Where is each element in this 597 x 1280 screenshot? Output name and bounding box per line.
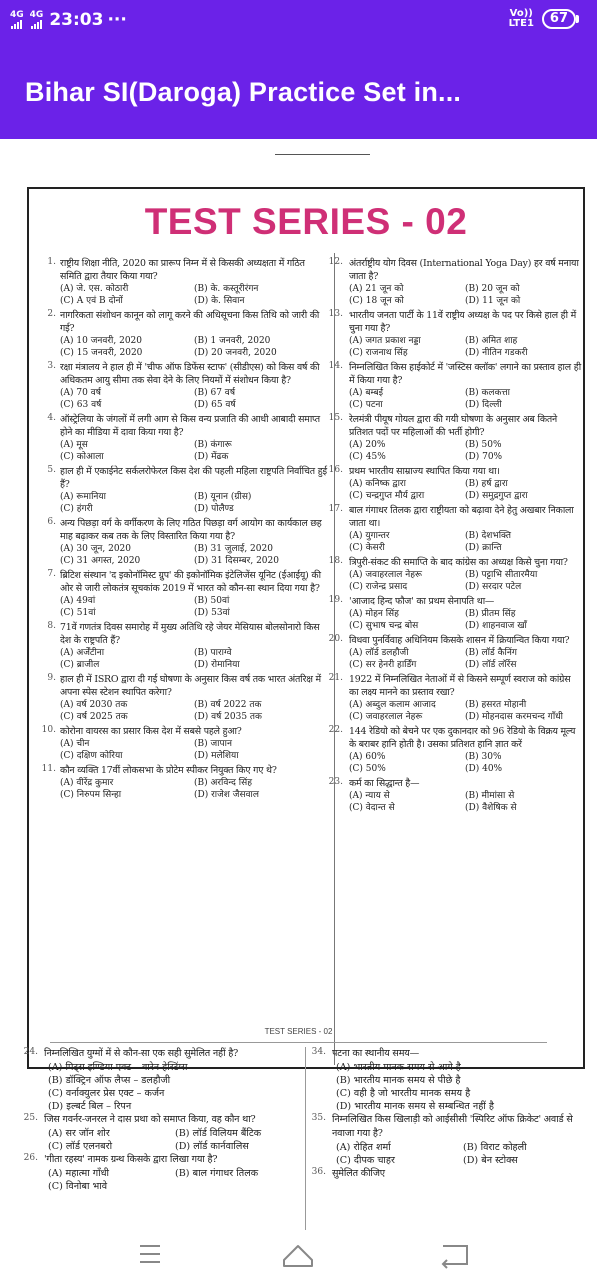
option-text: (C) वही है जो भारतीय मानक समय है	[336, 1088, 471, 1099]
option-text: (D) भारतीय मानक समय से सम्बन्धित नहीं है	[336, 1101, 494, 1112]
question-number: 3.	[47, 361, 56, 371]
question-options	[60, 699, 328, 723]
option-text: (B) मीमांसा से	[465, 791, 515, 801]
test-page-frame	[27, 187, 585, 1069]
question-options	[48, 1127, 302, 1153]
question-number: 16.	[328, 465, 343, 475]
option-text: (A) 60%	[349, 752, 386, 762]
right-question-column	[315, 257, 581, 816]
option-text: (D) मेंढक	[194, 452, 229, 462]
option-text: (A) बम्बई	[349, 388, 384, 398]
question-number: 34.	[311, 1047, 326, 1057]
option-text: (D) दिल्ली	[465, 400, 502, 410]
battery-level: 67	[542, 9, 576, 29]
question-number: 7.	[47, 569, 56, 579]
option-text: (A) जवाहरलाल नेहरू	[349, 570, 423, 580]
question-number: 5.	[47, 465, 56, 475]
option-text: (D) मोहनदास करमचन्द गाँधी	[465, 712, 564, 722]
next-page-right-column	[300, 1047, 590, 1181]
question-text: रक्षा मंत्रालय ने हाल ही में 'चीफ ऑफ डिफेंस स्टाफ' (सीडीएस) को किस वर्ष की अधिकतम आयु सीमा तक सेवा देने के लिए नियमों में संशोधन किया है?	[60, 362, 320, 386]
option-text: (B) देशभक्ति	[465, 531, 512, 541]
question-item	[32, 309, 328, 359]
option-text: (C) केसरी	[349, 543, 385, 553]
app-title: Bihar SI(Daroga) Practice Set in...	[25, 77, 462, 107]
menu-icon[interactable]	[120, 1230, 180, 1280]
page-header-rule	[275, 154, 370, 155]
question-text: 'आजाद हिन्द फौज' का प्रथम सेनापति था—	[349, 596, 495, 607]
question-item	[32, 257, 328, 307]
question-number: 17.	[328, 504, 343, 514]
question-options	[349, 751, 581, 775]
question-number: 11.	[41, 764, 56, 774]
question-number: 8.	[47, 621, 56, 631]
option-text: (D) रोमानिया	[194, 660, 240, 670]
question-options	[349, 647, 581, 671]
question-item	[300, 1167, 590, 1181]
question-text: निम्नलिखित किस खिलाड़ी को आईसीसी 'स्पिरिट ऑफ क्रिकेट' अवार्ड से नवाजा गया है?	[332, 1114, 573, 1139]
question-item	[315, 725, 581, 775]
question-options	[60, 777, 328, 801]
question-text: अन्य पिछड़ा वर्ग के वर्गीकरण के लिए गठित पिछड़ा वर्ग आयोग का कार्यकाल छह माह बढ़ाकर कब तक के लिए विस्तारित किया गया है?	[60, 518, 322, 542]
question-text: नागरिकता संशोधन कानून को लागू करने की अधिसूचना किस तिथि को जारी की गई?	[60, 310, 320, 334]
option-text: (A) अर्जेंटीना	[60, 648, 105, 658]
volte-top: Vo))	[509, 8, 533, 19]
option-text: (C) पटना	[349, 400, 383, 410]
question-number: 25.	[23, 1113, 38, 1123]
option-text: (A) मोहन सिंह	[349, 609, 399, 619]
option-text: (B) डॉक्ट्रिन ऑफ लैप्स – डलहौजी	[48, 1075, 171, 1086]
question-text: 'गीता रहस्य' नामक ग्रन्थ किसके द्वारा लिखा गया है?	[44, 1154, 218, 1165]
question-number: 2.	[47, 309, 56, 319]
option-text: (B) हसरत मोहानी	[465, 700, 527, 710]
question-text: सुमेलित कीजिए	[332, 1168, 385, 1179]
option-text: (A) सर जॉन शोर	[48, 1128, 110, 1139]
option-text: (D) 65 वर्ष	[194, 400, 236, 410]
option-text: (C) ब्राजील	[60, 660, 100, 670]
option-text: (D) 40%	[465, 764, 503, 774]
sim1-signal-icon	[10, 11, 24, 29]
question-number: 21.	[328, 673, 343, 683]
option-text: (B) 50%	[465, 440, 502, 450]
question-item	[32, 517, 328, 567]
option-text: (B) विराट कोहली	[463, 1142, 527, 1153]
question-text: हाल ही में ISRO द्वारा दी गई घोषणा के अनुसार किस वर्ष तक भारत अंतरिक्ष में अपना स्पेस स्टेशन स्थापित करेगा?	[60, 674, 321, 698]
option-text: (C) राजनाथ सिंह	[349, 348, 408, 358]
question-text: भारतीय जनता पार्टी के 11वें राष्ट्रीय अध्यक्ष के पद पर किसे हाल ही में चुना गया है?	[349, 310, 577, 334]
option-text: (D) क्रान्ति	[465, 543, 502, 553]
question-item	[32, 465, 328, 515]
option-text: (B) हर्ष द्वारा	[465, 479, 508, 489]
question-item	[315, 361, 581, 411]
option-text: (D) पोलैण्ड	[194, 504, 234, 514]
option-text: (C) 31 अगस्त, 2020	[60, 556, 141, 566]
question-number: 12.	[328, 257, 343, 267]
option-text: (B) 30%	[465, 752, 502, 762]
question-options	[60, 491, 328, 515]
option-text: (B) कलकत्ता	[465, 388, 510, 398]
option-text: (D) वैशेषिक से	[465, 803, 517, 813]
option-text: (C) 63 वर्ष	[60, 400, 102, 410]
option-text: (C) 51वां	[60, 608, 96, 618]
question-text: रेलमंत्री पीयूष गोयल द्वारा की गयी घोषणा के अनुसार अब कितने प्रतिशत पदों पर महिलाओं की भर्ती होगी?	[349, 414, 558, 438]
question-options	[349, 608, 581, 632]
option-text: (A) महात्मा गाँधी	[48, 1168, 110, 1179]
question-text: ब्रिटिश संस्थान 'द इकोनॉमिस्ट ग्रुप' की इकोनॉमिक इंटेलिजेंस यूनिट (ईआईयू) की ओर से जारी लोकतंत्र सूचकांक 2019 में भारत को कौन-सा स्थान दिया गया है?	[60, 570, 321, 594]
question-item	[32, 725, 328, 762]
question-options	[60, 738, 328, 762]
option-text: (C) सुभाष चन्द्र बोस	[349, 621, 419, 631]
question-options	[60, 387, 328, 411]
option-text: (C) जवाहरलाल नेहरू	[349, 712, 423, 722]
option-text: (A) रूमानिया	[60, 492, 106, 502]
option-text: (A) रोहित शर्मा	[336, 1142, 391, 1153]
question-text: कोरोना वायरस का प्रसार किस देश में सबसे पहले हुआ?	[60, 726, 242, 737]
question-options	[349, 790, 581, 814]
option-text: (C) लॉर्ड एलनबरो	[48, 1141, 113, 1152]
option-text: (B) भारतीय मानक समय से पीछे है	[336, 1075, 461, 1086]
question-text: पटना का स्थानीय समय—	[332, 1048, 420, 1059]
question-options	[349, 699, 581, 723]
option-text: (B) 31 जुलाई, 2020	[194, 544, 273, 554]
option-text: (B) अमित शाह	[465, 336, 518, 346]
question-text: जिस गवर्नर-जनरल ने दास प्रथा को समाप्त किया, वह कौन था?	[44, 1114, 256, 1125]
option-text: (C) सर हेनरी हार्डिंग	[349, 660, 417, 670]
option-text: (C) 15 जनवरी, 2020	[60, 348, 143, 358]
option-text: (A) वीरेंद्र कुमार	[60, 778, 114, 788]
question-number: 26.	[23, 1153, 38, 1163]
option-text: (A) चीन	[60, 739, 90, 749]
question-text: त्रिपुरी-संकट की समाप्ति के बाद कांग्रेस का अध्यक्ष किसे चुना गया?	[349, 557, 568, 568]
option-text: (C) विनोबा भावे	[48, 1181, 108, 1192]
next-page	[0, 1043, 597, 1230]
option-text: (D) मलेशिया	[194, 751, 239, 761]
option-text: (A) लॉर्ड डलहौजी	[349, 648, 409, 658]
question-item	[300, 1113, 590, 1167]
status-left	[10, 10, 127, 30]
option-text	[175, 1180, 302, 1193]
option-text: (A) जगत प्रकाश नड्डा	[349, 336, 421, 346]
question-item	[12, 1153, 302, 1193]
option-text: (A) 20%	[349, 440, 386, 450]
question-number: 35.	[311, 1113, 326, 1123]
question-item	[315, 413, 581, 463]
option-text: (B) कंगारू	[194, 440, 232, 450]
status-bar	[0, 0, 597, 42]
app-bar	[0, 42, 597, 139]
option-text: (A) 21 जून को	[349, 284, 404, 294]
option-text: (C) वेदान्त से	[349, 803, 395, 813]
question-options	[60, 283, 328, 307]
question-text: प्रथम भारतीय साम्राज्य स्थापित किया गया था।	[349, 466, 500, 477]
question-item	[300, 1047, 590, 1113]
option-text: (C) 45%	[349, 452, 386, 462]
question-text: हाल ही में एकाईनेट सर्कलरोफेरल किस देश की पहली महिला राष्ट्रपति निर्वाचित हुई हैं?	[60, 466, 327, 490]
option-text: (C) A एवं B दोनों	[60, 296, 123, 306]
question-text: निम्नलिखित युग्मों में से कौन-सा एक सही सुमेलित नहीं है?	[44, 1048, 239, 1059]
option-text: (D) के. सिवान	[194, 296, 245, 306]
question-options	[349, 530, 581, 554]
option-text: (C) वर्नाक्युलर प्रेस एक्ट – कर्जन	[48, 1088, 165, 1099]
question-item	[32, 621, 328, 671]
option-text: (B) 20 जून को	[465, 284, 520, 294]
test-series-title: TEST SERIES - 02	[144, 201, 468, 242]
question-options	[336, 1141, 590, 1167]
option-text: (C) दीपक चाहर	[336, 1155, 395, 1166]
question-options	[60, 335, 328, 359]
question-text: विधवा पुनर्विवाह अधिनियम किसके शासन में क्रियान्वित किया गया?	[349, 635, 570, 646]
question-number: 19.	[328, 595, 343, 605]
sim1-label: 4G	[10, 10, 24, 20]
option-text: (B) लॉर्ड कैनिंग	[465, 648, 517, 658]
clock: 23:03	[49, 10, 104, 30]
navigation-bar	[0, 1230, 597, 1280]
option-text: (D) समुद्रगुप्त द्वारा	[465, 491, 528, 501]
question-number: 9.	[47, 673, 56, 683]
option-text: (A) वर्ष 2030 तक	[60, 700, 128, 710]
option-text: (B) लॉर्ड विलियम बैंटिक	[175, 1128, 262, 1139]
option-text: (C) 50%	[349, 764, 386, 774]
option-text: (D) 20 जनवरी, 2020	[194, 348, 277, 358]
option-text: (B) प्रीतम सिंह	[465, 609, 516, 619]
question-number: 18.	[328, 556, 343, 566]
more-notifications-icon: ···	[107, 10, 127, 30]
question-text: कर्म का सिद्धान्त है—	[349, 778, 420, 789]
question-number: 4.	[47, 413, 56, 423]
option-text: (C) दक्षिण कोरिया	[60, 751, 123, 761]
question-number: 22.	[328, 725, 343, 735]
question-item	[32, 764, 328, 801]
option-text: (A) भारतीय मानक समय से आगे है	[336, 1062, 461, 1073]
status-right	[509, 9, 579, 29]
question-options	[60, 543, 328, 567]
back-icon[interactable]	[425, 1230, 485, 1280]
question-number: 1.	[47, 257, 56, 267]
option-text: (B) 67 वर्ष	[194, 388, 236, 398]
option-text: (D) वर्ष 2035 तक	[194, 712, 262, 722]
option-text: (B) बाल गंगाधर तिलक	[175, 1168, 259, 1179]
option-text: (A) अब्दुल कलाम आजाद	[349, 700, 436, 710]
question-number: 23.	[328, 777, 343, 787]
question-item	[315, 634, 581, 671]
question-text: अंतर्राष्ट्रीय योग दिवस (International Yoga Day) हर वर्ष मनाया जाता है?	[349, 258, 579, 282]
question-text: 144 रेडियो को बेचने पर एक दुकानदार को 96 रेडियो के विक्रय मूल्य के बराबर हानि होती है। उसका प्रतिशत हानि ज्ञात करें	[349, 726, 576, 750]
question-number: 10.	[41, 725, 56, 735]
option-text: (B) अरविन्द सिंह	[194, 778, 253, 788]
question-item	[315, 595, 581, 632]
question-number: 36.	[311, 1167, 326, 1177]
option-text: (A) मूस	[60, 440, 88, 450]
question-options	[349, 335, 581, 359]
option-text: (D) शाहनवाज खाँ	[465, 621, 527, 631]
option-text: (A) युगान्तर	[349, 531, 390, 541]
next-page-left-column	[12, 1047, 302, 1193]
option-text: (D) 11 जून को	[465, 296, 521, 306]
question-text: ऑस्ट्रेलिया के जंगलों में लगी आग से किस वन्य प्रजाति की आधी आबादी समाप्त होने का मीडिया में दावा किया गया है?	[60, 414, 320, 438]
question-options	[60, 595, 328, 619]
question-number: 13.	[328, 309, 343, 319]
option-text: (D) नीतिन गडकरी	[465, 348, 528, 358]
option-text: (C) हंगरी	[60, 504, 93, 514]
option-text: (B) यूनान (ग्रीस)	[194, 492, 252, 502]
option-text: (D) 70%	[465, 452, 503, 462]
option-text: (A) कनिष्क द्वारा	[349, 479, 406, 489]
left-question-column	[32, 257, 328, 803]
option-text: (D) 31 दिसम्बर, 2020	[194, 556, 279, 566]
question-item	[315, 309, 581, 359]
option-text: (B) 50वां	[194, 596, 230, 606]
question-item	[12, 1047, 302, 1113]
question-options	[60, 439, 328, 463]
option-text: (C) 18 जून को	[349, 296, 404, 306]
question-number: 6.	[47, 517, 56, 527]
document-viewer[interactable]	[0, 139, 597, 1230]
question-options	[60, 647, 328, 671]
home-icon[interactable]	[268, 1230, 328, 1280]
option-text: (A) जे. एस. कोठारी	[60, 284, 129, 294]
question-options	[349, 439, 581, 463]
question-item	[32, 361, 328, 411]
question-item	[315, 556, 581, 593]
option-text: (B) जापान	[194, 739, 232, 749]
option-text: (C) कोआला	[60, 452, 104, 462]
question-item	[32, 673, 328, 723]
option-text: (B) पाराग्वे	[194, 648, 232, 658]
question-item	[32, 569, 328, 619]
option-text: (A) 49वां	[60, 596, 96, 606]
question-item	[12, 1113, 302, 1153]
question-item	[315, 257, 581, 307]
question-number: 20.	[328, 634, 343, 644]
sim2-signal-icon	[30, 11, 44, 29]
option-text: (A) 10 जनवरी, 2020	[60, 336, 143, 346]
question-item	[315, 673, 581, 723]
question-text: 71वें गणतंत्र दिवस समारोह में मुख्य अतिथि रहे जेयर मेसियास बोलसोनारो किस देश के राष्ट्रपति हैं?	[60, 622, 320, 646]
option-text: (B) पट्टाभि सीतारमैया	[465, 570, 538, 580]
option-text: (D) सरदार पटेल	[465, 582, 522, 592]
question-options	[48, 1167, 302, 1193]
question-number: 14.	[328, 361, 343, 371]
sim2-label: 4G	[29, 10, 44, 20]
option-text: (A) 30 जून, 2020	[60, 544, 131, 554]
option-text: (C) राजेन्द्र प्रसाद	[349, 582, 408, 592]
question-text: 1922 में निम्नलिखित नेताओं में से किसने सम्पूर्ण स्वराज को कांग्रेस का लक्ष्य मानने का प्रस्ताव रखा?	[349, 674, 571, 698]
battery-icon	[542, 9, 579, 29]
option-text: (B) के. कस्तूरीरंगन	[194, 284, 259, 294]
option-text: (D) लॉर्ड कार्नवालिस	[175, 1141, 249, 1152]
question-item	[315, 504, 581, 554]
option-text: (B) 1 जनवरी, 2020	[194, 336, 271, 346]
question-item	[32, 413, 328, 463]
option-text: (C) चन्द्रगुप्त मौर्य द्वारा	[349, 491, 425, 501]
question-item	[315, 465, 581, 502]
question-item	[315, 777, 581, 814]
question-text: निम्नलिखित किस हाईकोर्ट में 'जस्टिस क्लॉक' लगाने का प्रस्ताव हाल ही में किया गया है?	[349, 362, 581, 386]
option-text: (D) लॉर्ड लॉरेंस	[465, 660, 517, 670]
option-text: (D) इल्बर्ट बिल – रिपन	[48, 1101, 132, 1112]
option-text: (C) वर्ष 2025 तक	[60, 712, 128, 722]
option-text: (A) पिट्स इण्डिया एक्ट – वारेन हेस्टिंग्स	[48, 1062, 188, 1073]
question-options	[349, 569, 581, 593]
page-footer-label: TEST SERIES - 02	[264, 1027, 333, 1036]
question-text: बाल गंगाधर तिलक द्वारा राष्ट्रीयता को बढ़ावा देने हेतु अखबार निकाला जाता था।	[349, 505, 574, 529]
question-number: 24.	[23, 1047, 38, 1057]
question-options	[349, 387, 581, 411]
option-text: (C) निरुपम सिन्हा	[60, 790, 122, 800]
question-number: 15.	[328, 413, 343, 423]
option-text: (D) 53वां	[194, 608, 230, 618]
option-text: (D) बेन स्टोक्स	[463, 1155, 518, 1166]
question-options	[349, 283, 581, 307]
option-text: (A) 70 वर्ष	[60, 388, 101, 398]
option-text: (B) वर्ष 2022 तक	[194, 700, 262, 710]
question-text: राष्ट्रीय शिक्षा नीति, 2020 का प्रारूप निम्न में से किसकी अध्यक्षता में गठित समिति द्वारा तैयार किया गया?	[60, 258, 305, 282]
volte-bottom: LTE1	[508, 18, 534, 29]
option-text: (D) राजेश जैसवाल	[194, 790, 259, 800]
volte-icon	[509, 9, 534, 29]
question-options	[349, 478, 581, 502]
option-text: (A) न्याय से	[349, 791, 390, 801]
question-text: कौन व्यक्ति 17वीं लोकसभा के प्रोटेम स्पीकर नियुक्त किए गए थे?	[60, 765, 277, 776]
